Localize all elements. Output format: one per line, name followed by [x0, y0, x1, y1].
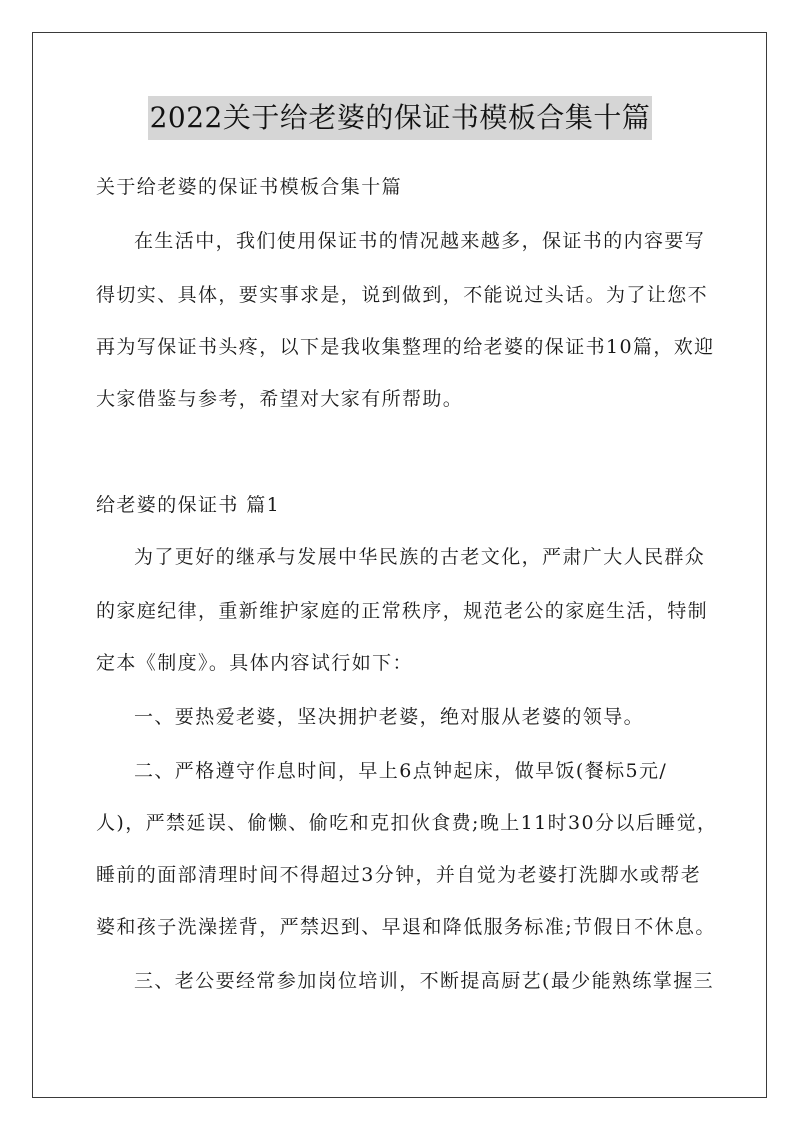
- section-line-6: 人)，严禁延误、偷懒、偷吃和克扣伙食费;晚上11时30分以后睡觉，: [96, 812, 718, 834]
- intro-line-3: 再为写保证书头疼，以下是我收集整理的给老婆的保证书10篇，欢迎: [96, 336, 715, 358]
- section-heading: 给老婆的保证书 篇1: [96, 494, 281, 516]
- section-line-7: 睡前的面部清理时间不得超过3分钟，并自觉为老婆打洗脚水或帮老: [96, 864, 702, 886]
- section-line-5: 二、严格遵守作息时间，早上6点钟起床，做早饭(餐标5元/: [134, 760, 668, 782]
- intro-line-2: 得切实、具体，要实事求是，说到做到，不能说过头话。为了让您不: [96, 284, 709, 306]
- intro-line-4: 大家借鉴与参考，希望对大家有所帮助。: [96, 388, 464, 410]
- section-line-3: 定本《制度》。具体内容试行如下：: [96, 652, 413, 674]
- section-line-4: 一、要热爱老婆，坚决拥护老婆，绝对服从老婆的领导。: [134, 706, 645, 728]
- document-subtitle: 关于给老婆的保证书模板合集十篇: [96, 176, 403, 198]
- document-title: 2022关于给老婆的保证书模板合集十篇: [148, 96, 653, 140]
- section-line-8: 婆和孩子洗澡搓背，严禁迟到、早退和降低服务标准;节假日不休息。: [96, 916, 716, 938]
- section-line-1: 为了更好的继承与发展中华民族的古老文化，严肃广大人民群众: [134, 546, 706, 568]
- title-container: [0, 96, 800, 140]
- intro-line-1: 在生活中，我们使用保证书的情况越来越多，保证书的内容要写: [134, 230, 706, 252]
- section-line-2: 的家庭纪律，重新维护家庭的正常秩序，规范老公的家庭生活，特制: [96, 600, 709, 622]
- section-line-9: 三、老公要经常参加岗位培训，不断提高厨艺(最少能熟练掌握三: [134, 970, 715, 992]
